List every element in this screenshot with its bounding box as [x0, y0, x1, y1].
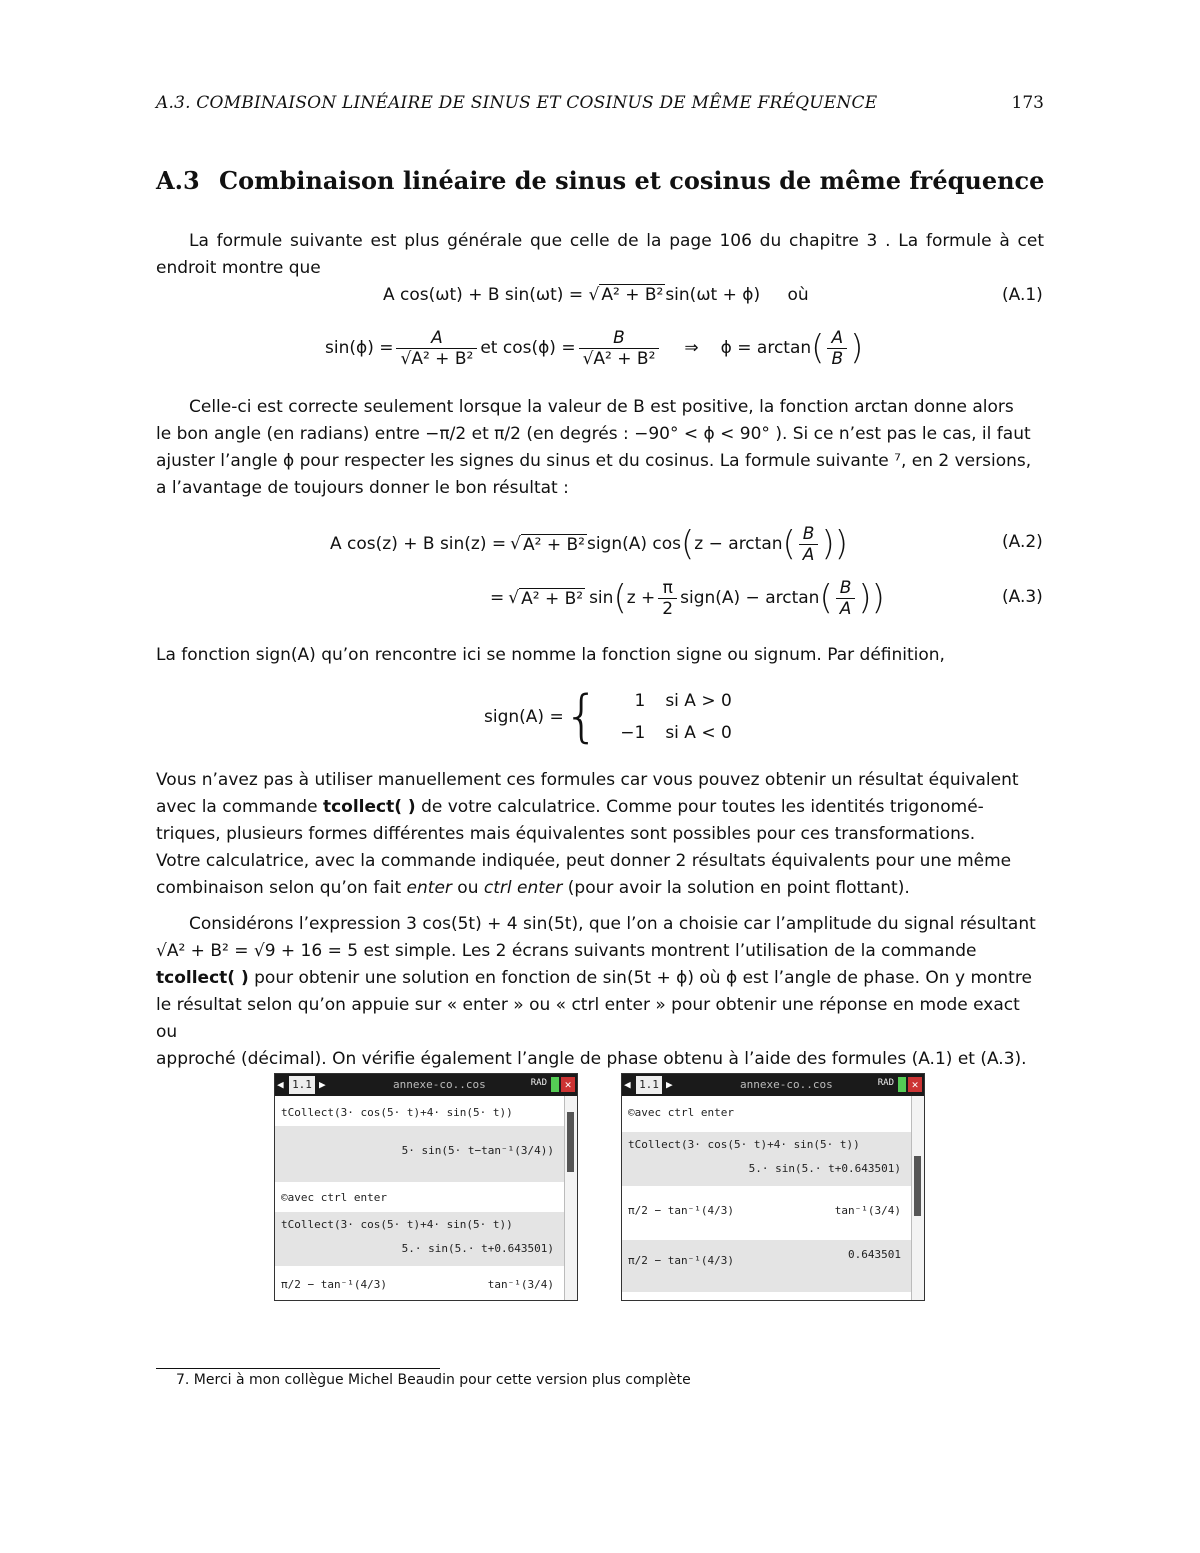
right-paren: )) [858, 578, 885, 618]
scrollbar[interactable] [911, 1096, 924, 1300]
left-paren: ( [782, 524, 796, 564]
battery-icon [551, 1077, 559, 1092]
entry-text: π/2 − tan⁻¹(4/3) [281, 1278, 387, 1291]
fraction-arg [827, 328, 847, 369]
paragraph-text: La fonction sign(A) qu’on rencontre ici se nomme la fonction signe ou signum. Par définition, [156, 645, 945, 665]
paragraph-line [156, 875, 1044, 902]
paragraph-intro [156, 228, 1044, 282]
eq-phi: ϕ = arctan [720, 338, 812, 358]
comment-row[interactable]: ©avec ctrl enter [628, 1106, 734, 1119]
sign-lhs: sign(A) = [484, 707, 564, 727]
eq-lhs: A cos(ωt) + B sin(ωt) = [383, 285, 584, 305]
fraction-ba [799, 524, 819, 565]
section-title: Combinaison linéaire de sinus et cosinus de même fréquence [219, 166, 1045, 195]
paragraph-text: La formule suivante est plus générale que celle de la page 106 du chapitre 3 . La formule à cet endroit montre que [156, 231, 1044, 278]
sign-definition [484, 684, 732, 750]
result-value: 0.643501 [848, 1248, 901, 1261]
entry-text: tCollect(3· cos(5· t)+4· sin(5· t)) [628, 1138, 860, 1151]
footnote: 7. Merci à mon collègue Michel Beaudin pour cette version plus complète [176, 1372, 691, 1388]
paragraph-line: a l’avantage de toujours donner le bon résultat : [156, 478, 569, 498]
frac-num: A [431, 327, 443, 348]
eq-cos-phi: et cos(ϕ) = [480, 338, 576, 358]
paragraph-line: le bon angle (en radians) entre −π/2 et π/2 (en degrés : −90° < ϕ < 90° ). Si ce n’est pas le cas, il faut [156, 424, 1031, 444]
paragraph-line: le résultat selon qu’on appuie sur « enter » ou « ctrl enter » pour obtenir une réponse en mode exact ou [156, 995, 1020, 1042]
frac-den: 2 [658, 598, 677, 619]
frac-num: B [802, 523, 815, 544]
entry-text: tCollect(3· cos(5· t)+4· sin(5· t)) [281, 1218, 513, 1231]
equation-label-a2: (A.2) [1002, 532, 1043, 552]
frac-den: A² + B² [411, 348, 474, 369]
result-row[interactable] [622, 1240, 911, 1292]
left-paren: ( [613, 578, 627, 618]
result-row[interactable] [275, 1212, 564, 1266]
calculator-toolbar [275, 1074, 577, 1096]
section-number: A.3 [156, 166, 200, 195]
running-header: A.3. COMBINAISON LINÉAIRE DE SINUS ET COSINUS DE MÊME FRÉQUENCE [156, 93, 878, 113]
frac-den: A² + B² [593, 348, 656, 369]
comment-row[interactable]: ©avec ctrl enter [281, 1191, 387, 1204]
result-value: 5.· sin(5.· t+0.643501) [748, 1162, 901, 1175]
case-condition: si A < 0 [665, 723, 732, 743]
scrollbar-thumb[interactable] [567, 1112, 574, 1172]
fraction-a: $\frac{A}{\text{√A² + B²}}$ [396, 328, 477, 369]
angle-mode: RAD [877, 1078, 894, 1088]
tab-page[interactable]: 1.1 [289, 1076, 315, 1094]
paragraph-correction [156, 394, 1044, 502]
paragraph-line [156, 965, 1044, 992]
result-row[interactable] [275, 1126, 564, 1182]
eq-inner: z − arctan [694, 534, 783, 554]
equation-a2: A cos(z) + B sin(z) = √ A² + B² sign(A) cos ( z − arctan ( $\frac{B}{A}$ )) [330, 523, 848, 565]
left-arrow-icon[interactable]: ◀ [277, 1078, 284, 1091]
equation-a1: A cos(ωt) + B sin(ωt) = √ A² + B² sin(ωt + ϕ) où [383, 285, 809, 305]
result-value: 5.· sin(5.· t+0.643501) [401, 1242, 554, 1255]
calculator-toolbar [622, 1074, 924, 1096]
key-name: enter [406, 878, 452, 898]
eq-z: z + [626, 588, 656, 608]
case-value: 1 [634, 691, 646, 711]
eq-radical: A² + B² [521, 588, 584, 609]
key-name: ctrl enter [483, 878, 563, 898]
document-name: annexe-co..cos [740, 1078, 833, 1091]
eq-sin-phi: sin(ϕ) = [325, 338, 394, 358]
paragraph-line: Considérons l’expression 3 cos(5t) + 4 sin(5t), que l’on a choisie car l’amplitude du signal résultant [189, 914, 1036, 934]
section-heading [156, 166, 1044, 195]
fraction-ba [836, 578, 856, 619]
text-span: (pour avoir la solution en point flottant). [562, 878, 910, 898]
scrollbar[interactable] [564, 1096, 577, 1300]
entry-text: π/2 − tan⁻¹(4/3) [628, 1204, 734, 1217]
paragraph-line: Votre calculatrice, avec la commande indiquée, peut donner 2 résultats équivalents pour une même [156, 851, 1012, 871]
equation-label-a3: (A.3) [1002, 587, 1043, 607]
eq-rest: sign(A) − arctan [680, 588, 820, 608]
eq-mid: sign(A) cos [586, 534, 682, 554]
left-brace: { [563, 684, 600, 749]
paragraph-line: Vous n’avez pas à utiliser manuellement ces formules car vous pouvez obtenir un résultat équivalent [156, 770, 1019, 790]
paragraph-example [156, 911, 1044, 1073]
result-row[interactable] [622, 1132, 911, 1186]
document-name: annexe-co..cos [393, 1078, 486, 1091]
command-name: tcollect( ) [322, 797, 416, 817]
right-arrow-icon[interactable]: ▶ [319, 1078, 326, 1091]
close-icon[interactable]: ✕ [908, 1077, 922, 1092]
battery-icon [898, 1077, 906, 1092]
entry-row[interactable] [275, 1272, 564, 1298]
equation-label-a1: (A.1) [1002, 285, 1043, 305]
implies-arrow: ⇒ [684, 338, 699, 358]
case-condition: si A > 0 [665, 691, 732, 711]
equation-a3: = √ A² + B² sin ( z + $\frac{\pi}{2}$ sign(A) − arctan ( $\frac{B}{A}$ )) [490, 577, 885, 619]
text-span: avec la commande [156, 797, 323, 817]
fraction-pi-2 [658, 578, 677, 619]
close-icon[interactable]: ✕ [561, 1077, 575, 1092]
paragraph-line: approché (décimal). On vérifie également l’angle de phase obtenu à l’aide des formules (A.1) et (A.3). [156, 1049, 1027, 1069]
footnote-rule [156, 1368, 440, 1369]
calculator-screen-1 [274, 1073, 578, 1301]
frac-num: B [613, 327, 625, 348]
right-paren: )) [821, 524, 848, 564]
frac-num: π [662, 577, 673, 598]
calculator-screen-2 [621, 1073, 925, 1301]
eq-rhs: sin(ωt + ϕ) [665, 285, 761, 305]
left-paren: ( [811, 328, 825, 368]
scrollbar-thumb[interactable] [914, 1156, 921, 1216]
paragraph-tcollect [156, 767, 1044, 902]
left-paren: ( [681, 524, 695, 564]
paragraph-sign [156, 642, 1044, 669]
eq-radical: A² + B² [601, 285, 664, 305]
right-arrow-icon[interactable]: ▶ [666, 1078, 673, 1091]
frac-den: A [836, 598, 856, 619]
left-arrow-icon[interactable]: ◀ [624, 1078, 631, 1091]
entry-text: π/2 − tan⁻¹(4/3) [628, 1254, 734, 1267]
angle-mode: RAD [530, 1078, 547, 1088]
page-number: 173 [1011, 93, 1044, 113]
eq-equals: = [490, 588, 505, 608]
eq-word: où [787, 285, 809, 305]
paragraph-line [156, 794, 1044, 821]
paragraph-line: Celle-ci est correcte seulement lorsque la valeur de B est positive, la fonction arctan donne alors [189, 397, 1014, 417]
paragraph-line: ajuster l’angle ϕ pour respecter les signes du sinus et du cosinus. La formule suivante ⁷, en 2 versions, [156, 451, 1032, 471]
paragraph-line: √A² + B² = √9 + 16 = 5 est simple. Les 2 écrans suivants montrent l’utilisation de la commande [156, 941, 977, 961]
eq-sin: sin [589, 588, 614, 608]
command-name: tcollect( ) [156, 968, 249, 988]
result-value: tan⁻¹(3/4) [834, 1204, 901, 1217]
entry-row[interactable]: tCollect(3· cos(5· t)+4· sin(5· t)) [281, 1106, 513, 1119]
case-value: −1 [620, 723, 646, 743]
text-span: combinaison selon qu’on fait [156, 878, 407, 898]
frac-den: A [799, 544, 819, 565]
text-span: de votre calculatrice. Comme pour toutes les identités trigonomé- [415, 797, 984, 817]
paragraph-line: triques, plusieurs formes différentes mais équivalentes sont possibles pour ces transformations. [156, 824, 976, 844]
entry-row[interactable] [622, 1190, 911, 1238]
eq-lhs: A cos(z) + B sin(z) = [330, 534, 507, 554]
result-value: 5· sin(5· t−tan⁻¹(3/4)) [401, 1144, 554, 1157]
frac-num: A [831, 327, 844, 348]
eq-radical: A² + B² [522, 534, 585, 555]
frac-num: B [839, 577, 852, 598]
tab-page[interactable]: 1.1 [636, 1076, 662, 1094]
left-paren: ( [819, 578, 833, 618]
result-value: tan⁻¹(3/4) [487, 1278, 554, 1291]
frac-den: B [827, 348, 847, 369]
text-span: pour obtenir une solution en fonction de sin(5t + ϕ) où ϕ est l’angle de phase. On y montre [248, 968, 1032, 988]
equation-phase [325, 318, 863, 378]
right-paren: ) [850, 328, 864, 368]
text-span: ou [451, 878, 484, 898]
fraction-b: $\frac{B}{\text{√A² + B²}}$ [579, 328, 660, 369]
